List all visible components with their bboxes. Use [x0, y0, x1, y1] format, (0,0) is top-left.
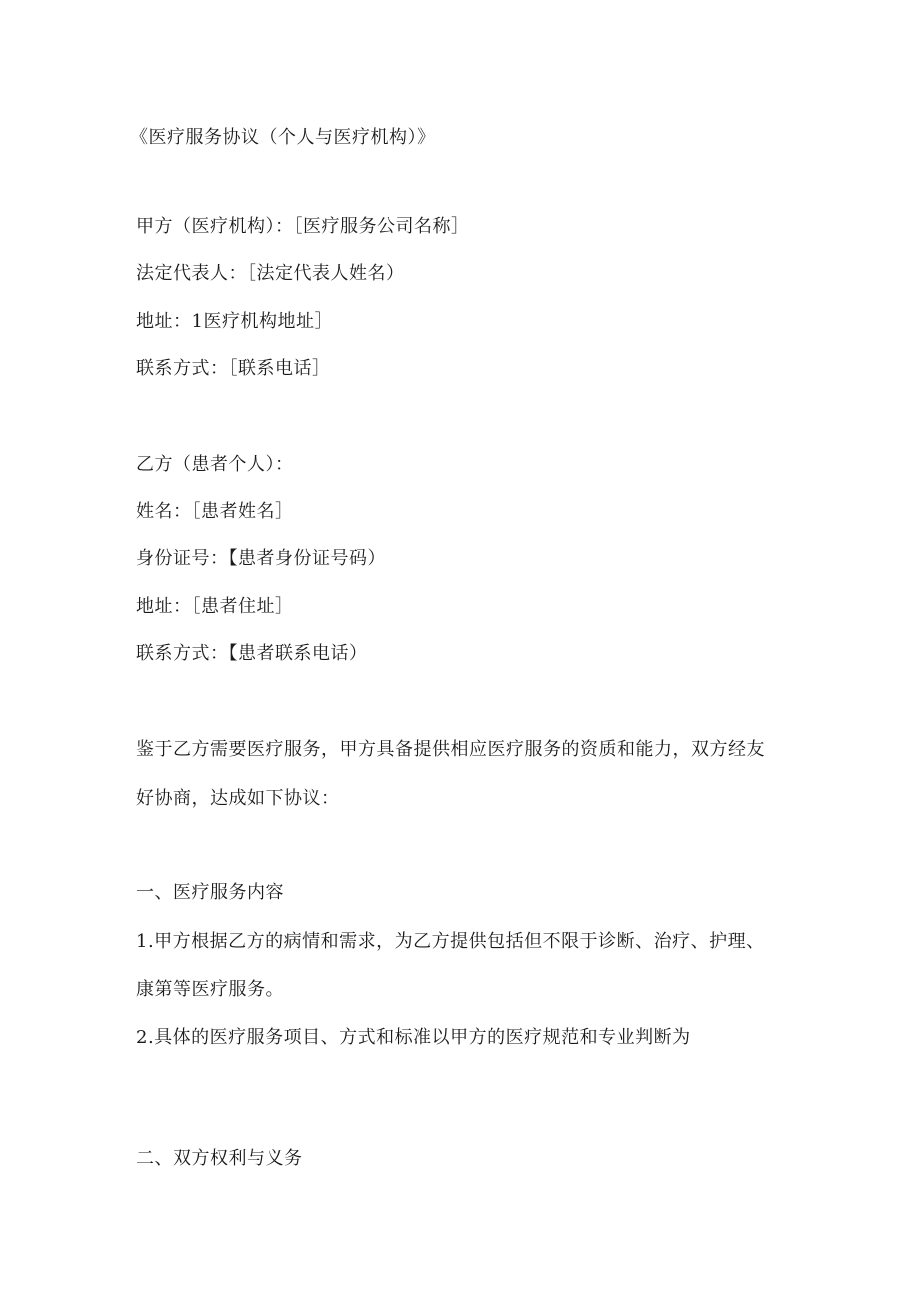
section-1-item-1-line-2: 康第等医疗服务。	[136, 979, 284, 1000]
section-1-heading: 一、医疗服务内容	[136, 882, 284, 903]
party-a-address: 地址：1医疗机构地址］	[136, 311, 333, 332]
party-b-address: 地址：［患者住址］	[136, 596, 294, 617]
section-2-heading: 二、双方权利与义务	[136, 1148, 303, 1169]
section-1-item-1-line-1: 1.甲方根据乙方的病情和需求，为乙方提供包括但不限于诊断、治疗、护理、	[136, 931, 765, 952]
party-b-name: 姓名：［患者姓名］	[136, 501, 294, 522]
party-b-id-number: 身份证号：【患者身份证号码）	[136, 548, 386, 569]
party-b-heading: 乙方（患者个人）：	[136, 454, 294, 475]
section-1-item-2: 2.具体的医疗服务项目、方式和标准以甲方的医疗规范和专业判断为	[136, 1027, 691, 1048]
party-a-contact: 联系方式：［联系电话］	[136, 358, 331, 379]
party-a-representative: 法定代表人：［法定代表人姓名）	[136, 263, 405, 284]
document-title: 《医疗服务协议（个人与医疗机构）》	[130, 127, 436, 148]
party-a-heading: 甲方（医疗机构）：［医疗服务公司名称］	[136, 216, 470, 237]
preamble-line-2: 好协商，达成如下协议：	[136, 788, 340, 809]
party-b-contact: 联系方式：【患者联系电话）	[136, 643, 368, 664]
preamble-line-1: 鉴于乙方需要医疗服务，甲方具备提供相应医疗服务的资质和能力，双方经友	[136, 739, 765, 760]
